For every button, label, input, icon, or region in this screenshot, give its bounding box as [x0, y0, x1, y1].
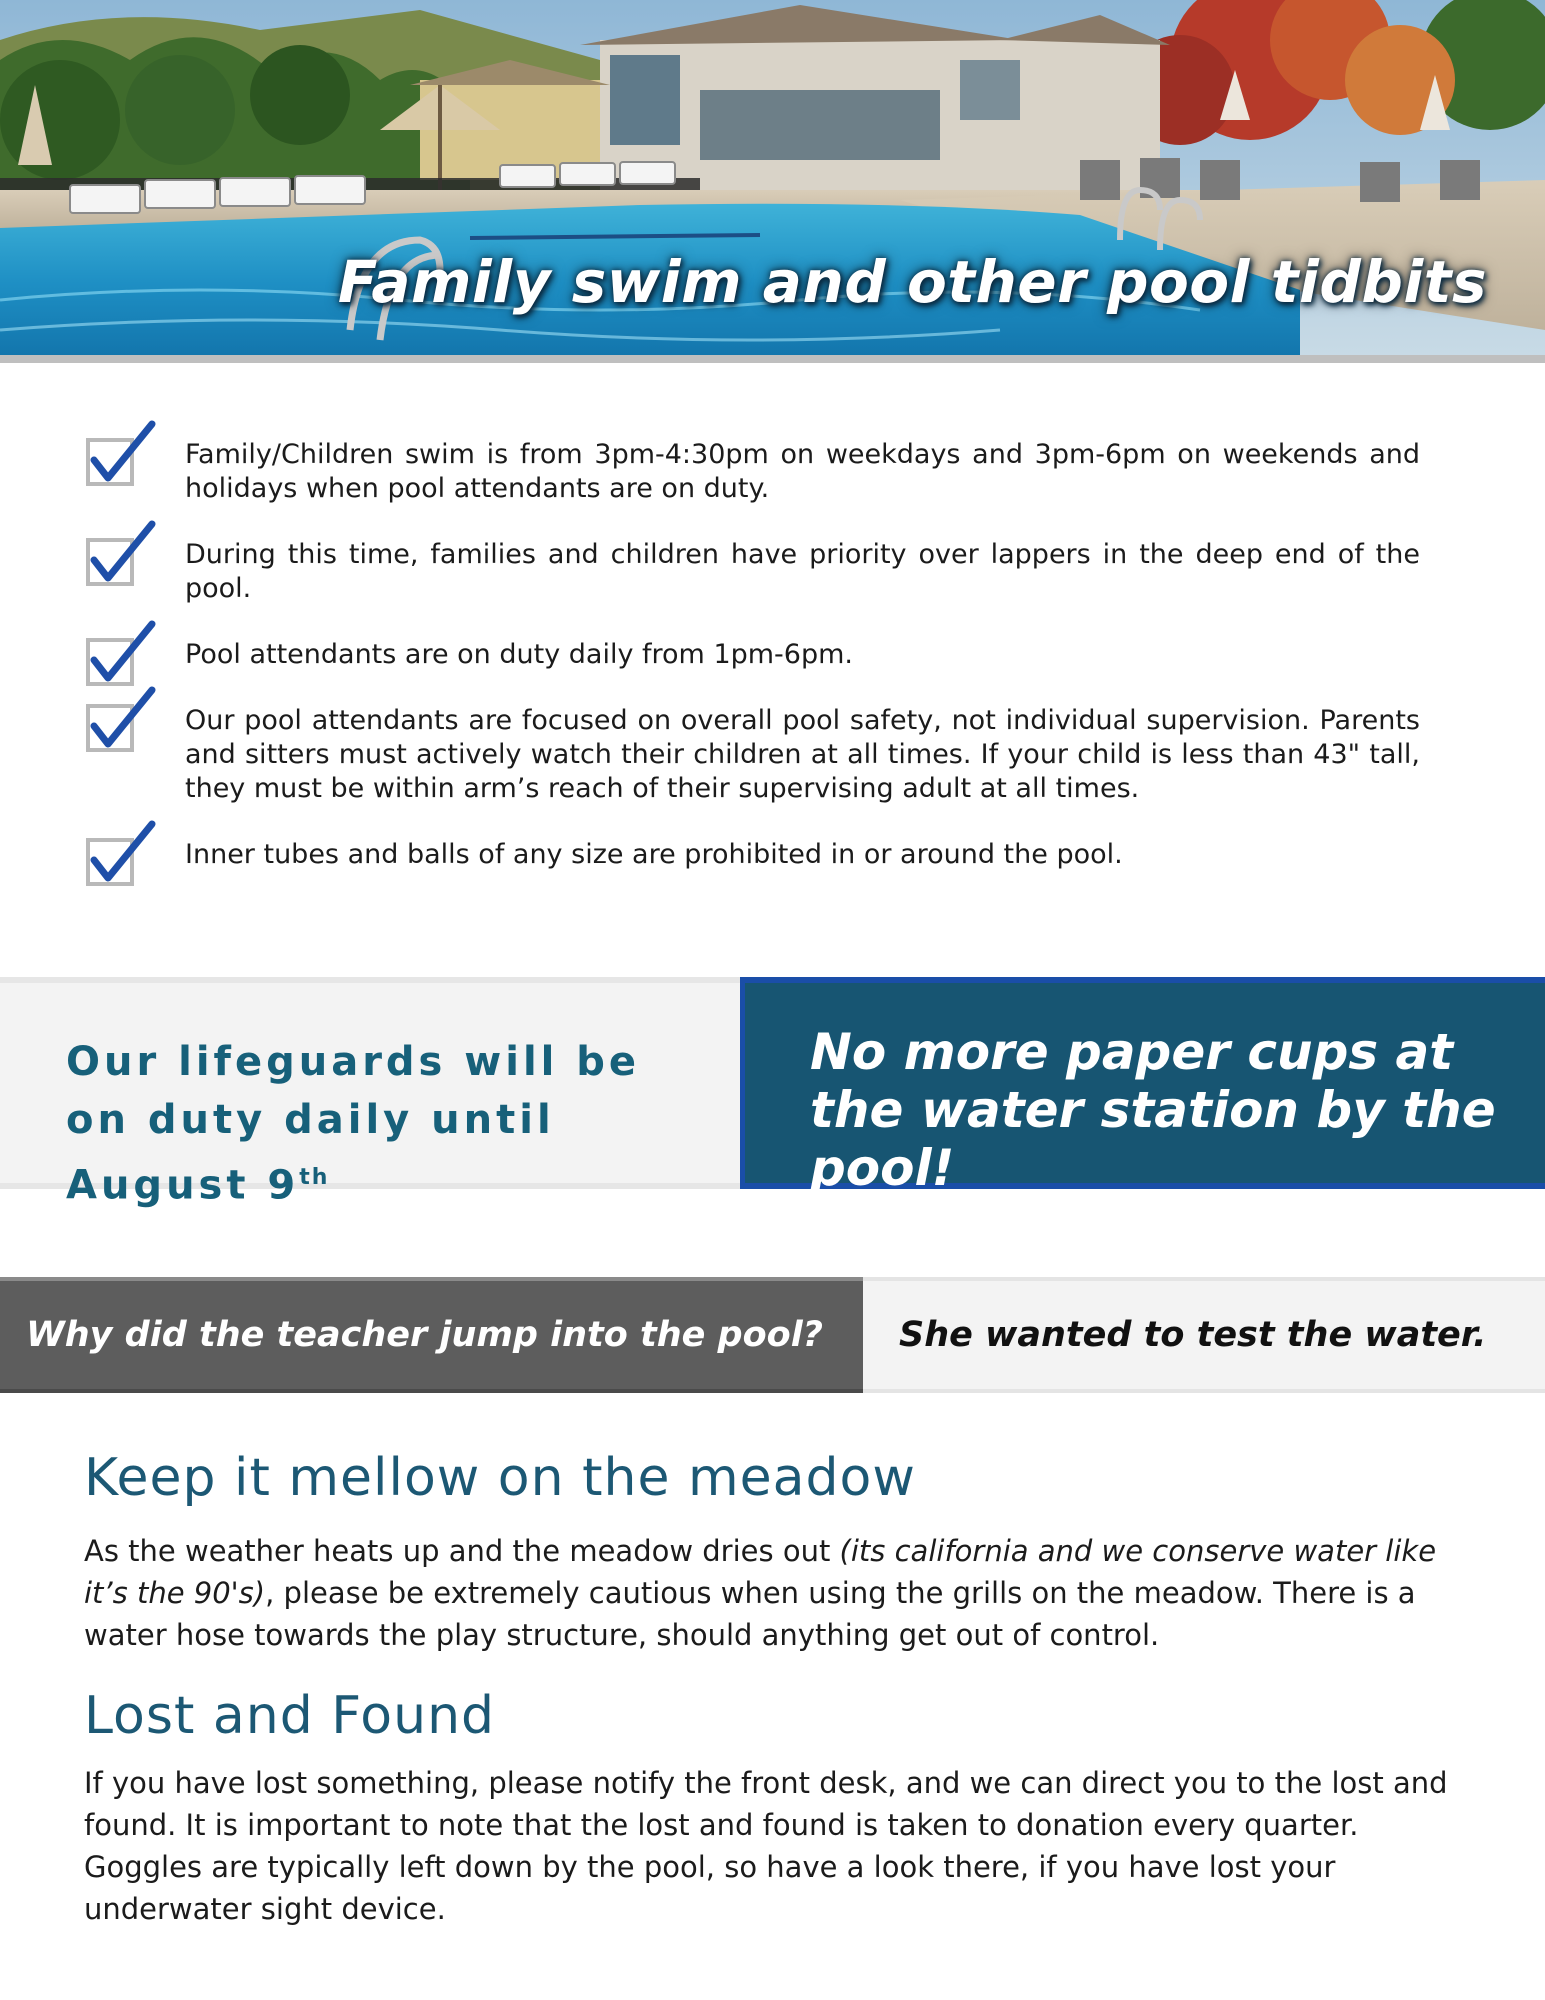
- checklist-text: Pool attendants are on duty daily from 1pm-6pm.: [185, 639, 853, 670]
- checklist-text: During this time, families and children have priority over lappers in the deep end of the pool.: [185, 539, 1420, 604]
- meadow-body-start: As the weather heats up and the meadow dries out: [84, 1534, 840, 1568]
- checklist-item: [80, 638, 1420, 672]
- checkmark-box-icon: [82, 420, 158, 494]
- lost-found-heading: Lost and Found: [84, 1686, 496, 1746]
- checklist-item: [80, 838, 1420, 872]
- checkmark-box-icon: [82, 686, 158, 760]
- lifeguard-notice-superscript: th: [299, 1165, 330, 1190]
- meadow-body: [84, 1530, 1474, 1656]
- checklist-item: [80, 538, 1420, 606]
- paper-cups-notice-text: No more paper cups at the water station by the pool!: [810, 1023, 1496, 1197]
- paper-cups-notice: [740, 977, 1545, 1197]
- hero-banner: [0, 0, 1545, 363]
- announcement-row: [0, 977, 1545, 1209]
- checklist-item: [80, 704, 1420, 806]
- joke-question-box: [0, 1277, 863, 1393]
- joke-question: Why did the teacher jump into the pool?: [26, 1315, 823, 1355]
- meadow-body-italic: (its california and we conserve water like it’s the 90's): [84, 1534, 1437, 1610]
- checkmark-box-icon: [82, 820, 158, 894]
- lifeguard-notice-text: [66, 1033, 706, 1214]
- checkmark-box-icon: [82, 520, 158, 594]
- lifeguard-notice: [0, 977, 740, 1209]
- meadow-heading: Keep it mellow on the meadow: [84, 1448, 916, 1508]
- page-title: Family swim and other pool tidbits: [337, 248, 1487, 316]
- checklist-text: Family/Children swim is from 3pm-4:30pm on weekdays and 3pm-6pm on weekends and holidays when pool attendants are on duty.: [185, 439, 1420, 504]
- checkmark-box-icon: [82, 620, 158, 694]
- lost-found-body: If you have lost something, please notify the front desk, and we can direct you to the lost and found. It is important to note that the lost and found is taken to donation every quarter. Goggles are typically left down by the pool, so have a look there, if you have lost your underwater sight device.: [84, 1766, 1448, 1926]
- checklist-text: Inner tubes and balls of any size are prohibited in or around the pool.: [185, 839, 1123, 870]
- joke-answer: She wanted to test the water.: [899, 1315, 1487, 1355]
- meadow-body-end: , please be extremely cautious when using the grills on the meadow. There is a water hose towards the play structure, should anything get out of control.: [84, 1576, 1416, 1652]
- lifeguard-notice-main: Our lifeguards will be on duty daily until August 9: [66, 1039, 641, 1209]
- pool-rules-checklist: [80, 438, 1420, 904]
- joke-row: [0, 1277, 1545, 1393]
- checklist-item: [80, 438, 1420, 506]
- checklist-text: Our pool attendants are focused on overall pool safety, not individual supervision. Parents and sitters must actively watch their children at all times. If your child is less than 43" tall, they must be within arm’s reach of their supervising adult at all times.: [185, 705, 1420, 804]
- joke-answer-box: [863, 1277, 1545, 1393]
